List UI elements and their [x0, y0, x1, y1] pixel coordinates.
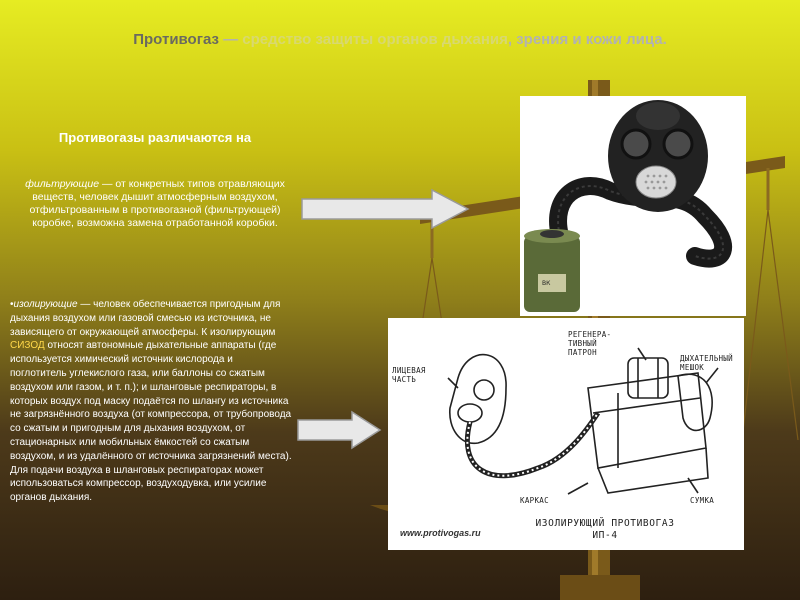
filtering-text: — от конкретных типов отравляющих веществ, человек дышит атмосферным воздухом, отфильтрованным в противогазной (фильтрующей) коробке, возможна замена отработанной коробки.: [29, 178, 285, 229]
filtering-paragraph: [10, 178, 300, 230]
mask-eyepiece-right: [664, 130, 692, 158]
isolating-term: изолирующие: [13, 299, 78, 310]
diagram-caption: [520, 518, 690, 542]
sizod-link[interactable]: СИЗОД: [10, 340, 45, 352]
label-cartridge: РЕГЕНЕРА- ТИВНЫЙ ПАТРОН: [568, 330, 612, 357]
title-definition-link[interactable]: средство защиты органов дыхания: [242, 31, 508, 48]
scale-base: [560, 575, 640, 600]
isolating-text-1: — человек обеспечивается пригодным для дыхания воздухом или газовой смесью из источника, не зависящего от окружающей атмосферы. К изолирующим: [10, 299, 281, 338]
label-face-part: ЛИЦЕВАЯ ЧАСТЬ: [392, 366, 426, 384]
caption-line-2: ИП-4: [592, 530, 618, 541]
mask-valve: [636, 166, 676, 198]
label-frame: КАРКАС: [520, 496, 549, 505]
mask-eyepiece-left: [622, 130, 650, 158]
gas-mask-photo: [520, 96, 746, 316]
title-dash: —: [218, 31, 243, 48]
arrow-right-icon: [296, 410, 384, 450]
slide-title: [100, 30, 700, 50]
isolating-text-2: относят автономные дыхательные аппараты (где используется химический источник кислорода и поглотитель углекислого газа, или баллоны со сжатым воздухом или газом, и т. п.); и шланговые респираторы, в которых воздух под маску подаётся по шлангу из источника не загрязнённого воздуха (от компрессора, от трубопровода со сжатым и пригодным для дыхания воздухом, от стационарных или мобильных ёмкостей со сжатым воздухом, и из удалённого от источника загрязнений места). Для подачи воздуха в шланговых респираторах может использоваться компрессор, воздуходувка, или усилие органов дыхания.: [10, 340, 292, 504]
isolating-paragraph: [10, 298, 292, 505]
label-breathing-bag: ДЫХАТЕЛЬНЫЙ МЕШОК: [680, 354, 733, 372]
ip4-diagram: [388, 318, 744, 550]
scale-string-right-b: [768, 210, 798, 440]
source-url[interactable]: www.protivogas.ru: [400, 528, 481, 538]
diagram-valve: [458, 404, 482, 422]
title-rest: , зрения и кожи лица.: [507, 31, 667, 48]
diagram-face-mask: [450, 355, 506, 444]
subtitle: Противогазы различаются на: [58, 130, 252, 145]
title-term: Противогаз: [133, 31, 219, 48]
bullet: •: [10, 299, 14, 310]
diagram-eyepiece: [474, 380, 494, 400]
caption-line-1: ИЗОЛИРУЮЩИЙ ПРОТИВОГАЗ: [535, 518, 675, 529]
diagram-frame: [588, 373, 706, 468]
filter-label: ВК: [542, 280, 551, 287]
arrow-right-icon: [300, 188, 472, 230]
filtering-term: фильтрующие: [25, 178, 100, 190]
diagram-hose: [467, 413, 598, 476]
label-pouch: СУМКА: [690, 496, 715, 505]
